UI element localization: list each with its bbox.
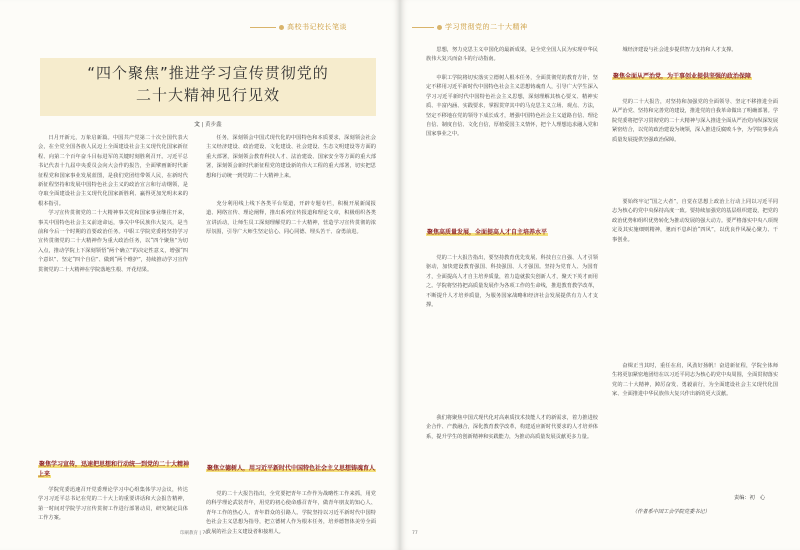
paragraph: 日月开新元，万象启新篇。中国共产党第二十次全国代表大会，在全党全国各族人民迈上全面建设社会主义现代化国家新征程、向第二个百年奋斗目标进军的关键时刻胜利召开。习近平总书记代表十九届中央委员会向大会作的报告，全面擘画新时代新征程党和国家事业发展蓝图，是我们党团结带领人民，在新时代新征程坚持和发展中国特色社会主义的政治宣言和行动纲领，是夺取全面建设社会主义现代化国家新胜利、赢得更加光明未来的根本指引。 bbox=[38, 135, 188, 207]
article-column-2c bbox=[206, 490, 376, 534]
article-column-4a bbox=[612, 46, 778, 66]
editor-credit: 责编：初 心 bbox=[734, 495, 766, 501]
header-rule bbox=[250, 27, 276, 28]
article-column-3d bbox=[426, 414, 598, 534]
byline-author: 黄步鑫 bbox=[205, 122, 222, 128]
article-column-3c bbox=[426, 254, 598, 410]
right-page bbox=[400, 0, 800, 550]
header-dot-icon bbox=[437, 25, 442, 30]
right-page-header bbox=[412, 22, 528, 32]
paragraph: 城经济建设与社会进步提供智力支持和人才支撑。 bbox=[622, 47, 737, 53]
byline: 文 | 黄步鑫 bbox=[194, 122, 222, 128]
paragraph: 充分利用线上线下各类平台渠道，开辟专题专栏，积极开展新闻报道、网络宣传、理论阐释，推出系列宣传报道和理论文章，积极组织各类宣讲活动，让师生员工深刻理解党的二十大精神，营造学习宣传贯彻的浓厚氛围，引导广大师生坚定信心、同心同德、埋头苦干、奋勇前进。 bbox=[206, 201, 376, 236]
article-column-1a bbox=[38, 134, 188, 450]
left-page-header bbox=[250, 22, 347, 32]
article-column-4b bbox=[612, 98, 778, 194]
section-heading-3: 聚焦高质量发展，全面提高人才自主培养水平 bbox=[427, 229, 548, 236]
article-column-2a bbox=[206, 134, 376, 194]
paragraph: 中职工学院将切实落实立德树人根本任务，全面贯彻党的教育方针，坚定不移用习近平新时代中国特色社会主义思想铸魂育人，引导广大学生深入学习习近平新时代中国特色社会主义思想，深刻理解其核心要义、精神实质、丰富内涵、实践要求，掌握贯穿其中的马克思主义立场、观点、方法，坚定不移地在党的领导下成长成才，增强中国特色社会主义道路自信、理论自信、制度自信、文化自信，厚植爱国主义情怀，把个人理想追求融入党和国家事业之中。 bbox=[426, 75, 598, 138]
section-heading-4: 聚焦全面从严治党，为干事创业提供坚强的政治保障 bbox=[613, 73, 752, 80]
section-heading-1: 聚焦学习宣传，迅速把思想和行动统一到党的二十大精神上来 bbox=[38, 461, 190, 478]
paragraph: 党的二十大报告，对坚持和加强党的全面领导、坚定不移推进全面从严治党、坚持和完善党的建设，推进党的自我革命做出了明确部署。学院党委将把学习贯彻党的二十大精神与深入推进全面从严治党向纵深发展紧密结合，以党的政治建设为统领，深入推进反腐败斗争，为学院事业高质量发展提供坚强政治保障。 bbox=[612, 99, 778, 143]
paragraph: 党的二十大报告指出，要坚持教育优先发展、科技自立自强、人才引领驱动，加快建设教育强国、科技强国、人才强国。坚持为党育人、为国育才，全面提高人才自主培养质量，着力造就拔尖创新人才，聚天下英才而用之。学院将坚持把高质量发展作为各项工作的生命线，推进教育教学改革，不断提升人才培养质量，为服务国家战略和经济社会发展提供有力人才支撑。 bbox=[426, 255, 598, 309]
header-rule bbox=[412, 27, 434, 28]
paragraph: 思想，努力克思主义中国化的最新成果，是全党全国人民为实现中华民族伟大复兴而奋斗的行动指南。 bbox=[426, 47, 598, 63]
section-heading-2: 聚焦立德树人，用习近平新时代中国特色社会主义思想铸魂育人 bbox=[207, 465, 376, 472]
paragraph: 学习宣传贯彻党的二十大精神事关党和国家事业继往开来，事关中国特色社会主义前途命运，事关中华民族伟大复兴，是当前和今后一个时期的首要政治任务。中职工学院党委将坚持学习宣传贯彻党的二十大精神作为重大政治任务，以“四个聚焦”为切入点，推动学院上下深刻领悟“两个确立”的决定性意义，增强“四个意识”、坚定“四个自信”、做到“两个维护”，持续推动学习宣传贯彻党的二十大精神在学院落地生根、开花结果。 bbox=[38, 210, 188, 273]
article-column-4d bbox=[612, 362, 778, 480]
paragraph: 学院党委迅速召开党委理论学习中心组集体学习会议，传达学习习近平总书记在党的二十大上的重要讲话和大会报告精神，第一时间对学院学习宣传贯彻工作进行部署动员，研究制定具体工作方案。 bbox=[38, 487, 188, 522]
article-column-3b bbox=[426, 74, 598, 226]
right-page-folio: 77 bbox=[412, 531, 418, 536]
section-header-label: 高校书记校长笔谈 bbox=[287, 23, 347, 31]
paragraph: 党的二十大报告指出，全党要把青年工作作为战略性工作来抓，用党的科学理论武装青年，用党的初心使命感召青年，做青年朋友的知心人、青年工作的热心人、青年群众的引路人。学院坚持以习近平新时代中国特色社会主义思想为指导，把立德树人作为根本任务，培养德智体美劳全面发展的社会主义建设者和接班人。 bbox=[206, 491, 376, 534]
paragraph: 奋楫正当其时，重任在肩，风劲好扬帆！奋进新征程，学院全体师生将更加紧密地团结在以习近平同志为核心的党中央周围，全面贯彻落实党的二十大精神，踔厉奋发、勇毅前行，为全面建设社会主义现代化国家、全面推进中华民族伟大复兴作出新的更大贡献。 bbox=[612, 363, 778, 398]
article-column-2b bbox=[206, 200, 376, 450]
article-column-1b bbox=[38, 486, 188, 532]
paragraph: 我们将聚焦中国式现代化对高素质技术技能人才的新需求，着力推进校企合作、产教融合，深化教育教学改革，构建适应新时代要求的人才培养体系，提升学生的创新精神和实践能力，为推动高质量发展贡献更多力量。 bbox=[426, 415, 598, 440]
section-header-label: 学习贯彻党的二十大精神 bbox=[445, 23, 528, 31]
article-title-box bbox=[40, 58, 376, 116]
header-dot-icon bbox=[279, 25, 284, 30]
paragraph: 要始终牢记“国之大者”，自觉在思想上政治上行动上同以习近平同志为核心的党中央保持高度一致。要持续加强党的基层组织建设，把党的政治优势和组织优势转化为推动发展的强大动力。要严格落实中央八项规定及其实施细则精神，驰而不息纠治“四风”，以优良作风凝心聚力、干事创业。 bbox=[612, 199, 778, 243]
article-column-4c bbox=[612, 198, 778, 358]
paragraph: 任务，深刻领会中国式现代化的中国特色和本质要求，深刻领会社会主义经济建设、政治建设、文化建设、社会建设、生态文明建设等方面的重大部署，深刻领会教育科技人才、法治建设、国家安全等方面的重大部署，深刻领会新时代新征程党的建设新的伟大工程的重大部署，切实把思想和行动统一到党的二十大精神上来。 bbox=[206, 135, 376, 179]
left-page-folio: 印刷教育 | 76 bbox=[180, 531, 209, 536]
article-title-line2: 二十大精神见行见效 bbox=[135, 86, 280, 104]
article-column-3a bbox=[426, 46, 598, 70]
author-note: （作者系中国工会学院党委书记） bbox=[632, 509, 710, 515]
article-title-line1: “四个聚焦”推进学习宣传贯彻党的 bbox=[87, 64, 329, 82]
byline-label: 文 bbox=[194, 122, 200, 128]
